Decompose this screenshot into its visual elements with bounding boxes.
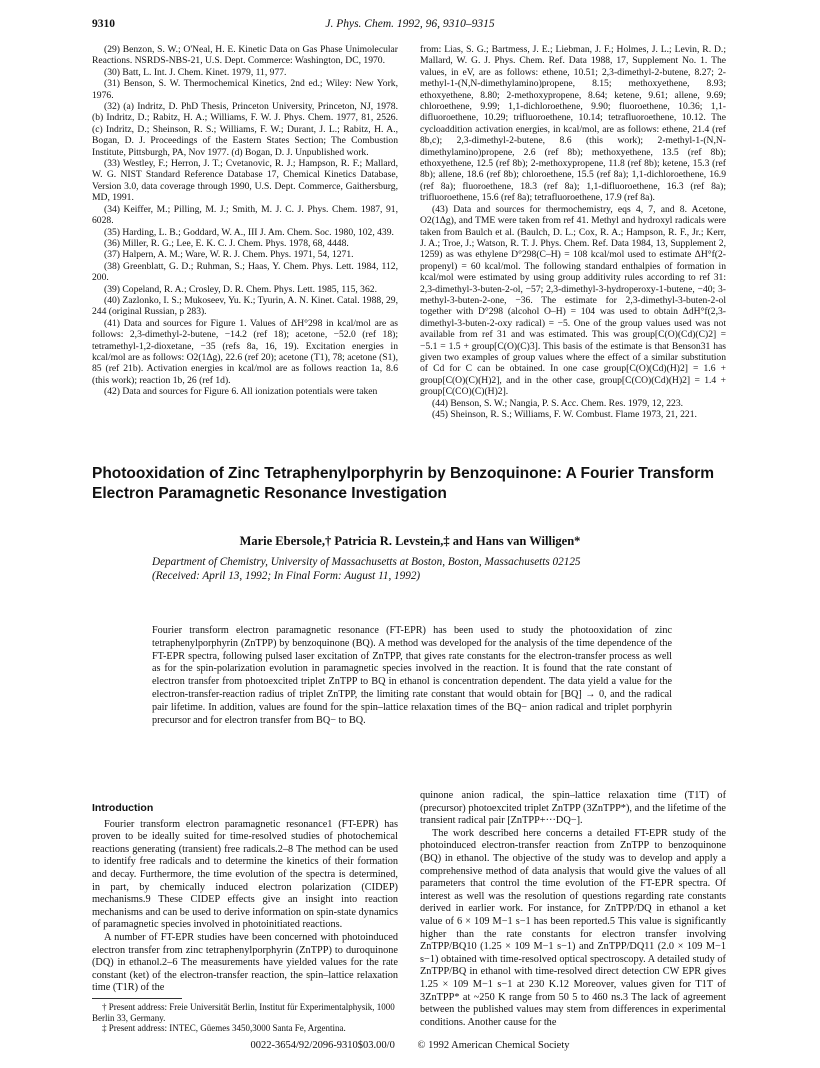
introduction-left-column bbox=[92, 802, 398, 995]
page-footer bbox=[0, 1040, 820, 1051]
paragraph: Fourier transform electron paramagnetic resonance1 (FT-EPR) has proven to be ideally suited for time-resolved studies of photochemical reactions generating (transient) free radicals.2–8 The method can be used to identify free radicals and to determine the kinetics of their formation and decay. Furthermore, the time evolution of the spectra is determined, in part, by chemically induced electron polarization (CIDEP) mechanisms.9 These CIDEP effects give an insight into reaction mechanisms and can be used to derive information on spin-state dynamics of paramagnetic species involved in photoinitiated reactions. bbox=[92, 818, 398, 931]
article-authors: Marie Ebersole,† Patricia R. Levstein,‡ and Hans van Willigen* bbox=[239, 534, 581, 548]
reference: (42) Data and sources for Figure 6. All ionization potentials were taken bbox=[104, 386, 378, 398]
footnote-rule bbox=[92, 998, 182, 999]
reference: (38) Greenblatt, G. D.; Ruhman, S.; Haas, Y. Chem. Phys. Lett. 1984, 112, 200. bbox=[92, 260, 398, 284]
reference: (33) Westley, F.; Herron, J. T.; Cvetanovic, R. J.; Hampson, R. F.; Mallard, W. G. NIST Standard Reference Database 17, Chemical Kinetics Database, Version 3.0, data coverage through 1990, U.S. Dept. Commerce, Gaithersburg, MD, 1991. bbox=[92, 158, 398, 204]
reference: (35) Harding, L. B.; Goddard, W. A., III J. Am. Chem. Soc. 1980, 102, 439. bbox=[104, 226, 394, 238]
reference: (44) Benson, S. W.; Nangia, P. S. Acc. Chem. Res. 1979, 12, 223. bbox=[432, 397, 684, 409]
copyright: © 1992 American Chemical Society bbox=[417, 1040, 570, 1051]
reference: (32) (a) Indritz, D. PhD Thesis, Princeton University, Princeton, NJ, 1978. (b) Indritz, D.; Rabitz, H. A.; Williams, F. W. J. Phys. Chem. 1977, 81, 2526. (c) Indritz, D.; Sheinson, R. S.; Williams, F. W.; Durant, J. L.; Rabitz, H. A., Bogan, D. J. Proceedings of the Eastern States Section; The Combustion Institute, Pittsburgh, PA, Nov 1977. (d) Bogan, D. J. Unpublished work. bbox=[92, 101, 398, 158]
reference: (45) Sheinson, R. S.; Williams, F. W. Combust. Flame 1973, 21, 221. bbox=[432, 409, 697, 420]
reference: (40) Zazlonko, I. S.; Mukoseev, Yu. K.; Tyurin, A. N. Kinet. Catal. 1988, 29, 244 (original Russian, p 283). bbox=[92, 294, 398, 318]
section-heading: Introduction bbox=[92, 802, 154, 814]
reference: (36) Miller, R. G.; Lee, E. K. C. J. Chem. Phys. 1978, 68, 4448. bbox=[104, 237, 349, 249]
paragraph-continued: quinone anion radical, the spin–lattice relaxation time (T1T) of (precursor) photoexcited triplet ZnTPP (3ZnTPP*), and the lifetime of the transient radical pair [ZnTPP+···DQ−]. bbox=[420, 790, 726, 827]
article-code: 0022-3654/92/2096-9310$03.00/0 bbox=[250, 1040, 395, 1051]
affiliation: Department of Chemistry, University of Massachusetts at Boston, Boston, Massachusetts 02125 bbox=[152, 556, 581, 568]
page-header bbox=[92, 18, 728, 34]
journal-citation bbox=[92, 18, 728, 30]
paragraph: The work described here concerns a detailed FT-EPR study of the photoinduced electron-transfer reaction from ZnTPP to benzoquinone (BQ) in ethanol. The objective of the study was to develop and apply a comprehensive method of data analysis that would give the values of all parameters that control the time evolution of the FT-EPR spectra. Of interest as well was the resolution of questions regarding rate constants derived in earlier work. For instance, for ZnTPP/DQ in ethanol a ket value of 6 × 109 M−1 s−1 has been reported.5 This value is significantly higher than the rate constants for electron transfer involving ZnTPP/BQ10 (1.25 × 109 M−1 s−1) and ZnTPP/DQ11 (2.0 × 109 M−1 s−1) obtained with time-resolved optical spectroscopy. A detailed study of ZnTPP/BQ in ethanol with time-resolved direct detection CW EPR gives 1.25 × 109 M−1 s−1 at 230 K.12 Moreover, values given for T1T of 3ZnTPP* at ~250 K range from 50 5 to 460 ns.3 The lack of agreement between the published values may stem from differences in experimental conditions. Another cause for the bbox=[420, 827, 726, 1028]
journal-volume: 1992, 96, 9310–9315 bbox=[396, 18, 495, 30]
reference: (29) Benzon, S. W.; O'Neal, H. E. Kinetic Data on Gas Phase Unimolecular Reactions. NSRDS-NBS-21, U.S. Dept. Commerce: Washington, DC, 1970. bbox=[92, 44, 398, 67]
references-right-column bbox=[420, 44, 726, 420]
reference: (30) Batt, L. Int. J. Chem. Kinet. 1979, 11, 977. bbox=[104, 66, 287, 78]
footnote: † Present address: Freie Universität Berlin, Institut für Experimentalphysik, 1000 Berlin 33, Germany. bbox=[92, 1002, 395, 1023]
footnote: ‡ Present address: INTEC, Güemes 3450,3000 Santa Fe, Argentina. bbox=[102, 1023, 346, 1034]
journal-name: J. Phys. Chem. bbox=[325, 18, 395, 30]
footnotes bbox=[92, 998, 398, 1034]
reference-continued: from: Lias, S. G.; Bartmess, J. E.; Liebman, J. F.; Holmes, J. L.; Levin, R. D.; Mallard, W. G. J. Phys. Chem. Ref. Data 1988, 17, Supplement No. 1. The values, in eV, are as follows: ethene, 10.51; 2,3-dimethyl-2-butene, 8.27; 2-methyl-1-(N,N-dimethylamino)propene, 8.15; methoxyethene, 8.93; ethoxyethene, 8.80; 2-methoxypropene, 8.64; ketene, 9.61; allene, 9.69; chloroethene, 9.99; 1,1-dichloroethene, 9.90; fluoroethene, 10.36; 1,1-difluoroethene, 10.29; trifluoroethene, 10.14; tetrafluoroethene, 10.12. The cycloaddition activation energies, in kcal/mol, are as follows: ethene, 21.4 (ref 8b,c); 2,3-dimethyl-2-butene, 8.6 (this work); 2-methyl-1-(N,N-dimethylamino)propene, 2.6 (ref 8b); methoxyethene, 13.5 (ref 8b); ethoxyethene, 12.5 (ref 8b); 2-methoxypropene, 11.8 (ref 8b); ketene, 15.3 (ref 8b); allene, 18.6 (ref 8b); chloroethene, 15.5 (ref 8a); 1,1-dichloroethene, 16.9 (ref 8a); fluoroethene, 18.3 (ref 8a); 1,1-difluoroethene, 16.3 (ref 8a); trifluoroethene, 15.6 (ref 8a); tetrafluoroethene, 17.9 (ref 8a). bbox=[420, 44, 726, 204]
reference: (39) Copeland, R. A.; Crosley, D. R. Chem. Phys. Lett. 1985, 115, 362. bbox=[104, 283, 377, 295]
paragraph: A number of FT-EPR studies have been concerned with photoinduced electron transfer from zinc tetraphenylporphyrin (ZnTPP) to duroquinone (DQ) in ethanol.2–6 The measurements have yielded values for the rate constant (ket) of the electron-transfer reaction, the spin–lattice relaxation time (T1R) of the bbox=[92, 931, 398, 994]
received-dates: (Received: April 13, 1992; In Final Form: August 11, 1992) bbox=[152, 570, 421, 582]
reference: (34) Keiffer, M.; Pilling, M. J.; Smith, M. J. C. J. Phys. Chem. 1987, 91, 6028. bbox=[92, 203, 398, 227]
abstract: Fourier transform electron paramagnetic resonance (FT-EPR) has been used to study the photooxidation of zinc tetraphenylporphyrin (ZnTPP) by benzoquinone (BQ). A method was developed for the analysis of the time dependence of the FT-EPR spectra, following pulsed laser excitation of ZnTPP, that gives rate constants for the electron-transfer process as well as for the spin-polarization evolution in paramagnetic species involved in the reaction. It is found that the rate constant of electron transfer from photoexcited triplet ZnTPP to BQ in ethanol is concentration dependent. The data yield a value for the electron-transfer-reaction radius of triplet ZnTPP, the limiting rate constant that would obtain for [BQ] → 0, and the radical pair lifetime. In addition, values are found for the spin–lattice relaxation times of the BQ− anion radical and triplet porphyrin precursor and for electron transfer from BQ− to BQ. bbox=[152, 625, 672, 726]
references-left-column bbox=[92, 44, 398, 398]
page-number: 9310 bbox=[92, 18, 115, 30]
reference: (43) Data and sources for thermochemistry, eqs 4, 7, and 8. Acetone, O2(1Δg), and TME were taken from ref 41. Methyl and hydroxyl radicals were taken from Baulch et al. (Baulch, D. L.; Cox, R. A.; Hampson, R. F., Jr.; Kerr, J. A.; Troe, J.; Watson, R. T. J. Phys. Chem. Ref. Data 1984, 13, Supplement 2, 1259) as was ethylene D°298(C–H) = 108 kcal/mol used to estimate ΔH°f(2-propenyl) = 60 kcal/mol. The following standard enthalpies of formation in kcal/mol were estimated by using group additivity rules according to ref 31: 2,3-dimethyl-3-buten-2-ol, −57; 2,3-dimethyl-3-hydroperoxy-1-butene, −40; 3-methyl-3-buten-2-one, −36. The estimate for 2,3-dimethyl-3-buten-2-ol together with D°298 (alcohol O–H) = 104 was used to obtain ΔdH°f(2,3-dimethyl-3-buten-2-oxy radical) = −5. One of the group values used was not available from ref 31 and was estimated. This was group[C(O)(Cd)(C)2] = −5.1 = 1.5 + group[C(O)(C)3]. This basis of the estimate is that Benson31 has given two examples of group values where the effect of a similar substitution of Cd for C can be obtained. In one case group[C(O)(Cd)(H)2] = 1.6 + group[C(O)(C)(H)2], and in the other case, group[C(CO)(Cd)(H)2] = 1.4 + group[C(CO)(C)(H)2]. bbox=[420, 203, 726, 398]
reference: (37) Halpern, A. M.; Ware, W. R. J. Chem. Phys. 1971, 54, 1271. bbox=[104, 249, 354, 261]
reference: (41) Data and sources for Figure 1. Values of ΔH°298 in kcal/mol are as follows: 2,3-dimethyl-2-butene, −14.2 (ref 18); acetone, −52.0 (ref 18); tetramethyl-1,2-dioxetane, −35 (refs 8a, 16, 19). Excitation energies in kcal/mol are as follows: O2(1Δg), 22.6 (ref 20); acetone (T1), 78; acetone (S1), 85 (ref 21b). Activation energies in kcal/mol are as follows reaction 1a, 8.6 (this work); reaction 1b, 26 (ref 1d). bbox=[92, 317, 398, 386]
affiliation-block bbox=[152, 555, 672, 583]
reference: (31) Benson, S. W. Thermochemical Kinetics, 2nd ed.; Wiley: New York, 1976. bbox=[92, 78, 398, 101]
article-title: Photooxidation of Zinc Tetraphenylporphyrin by Benzoquinone: A Fourier Transform Electron Paramagnetic Resonance Investigation bbox=[92, 465, 715, 502]
introduction-right-column bbox=[420, 790, 726, 1029]
